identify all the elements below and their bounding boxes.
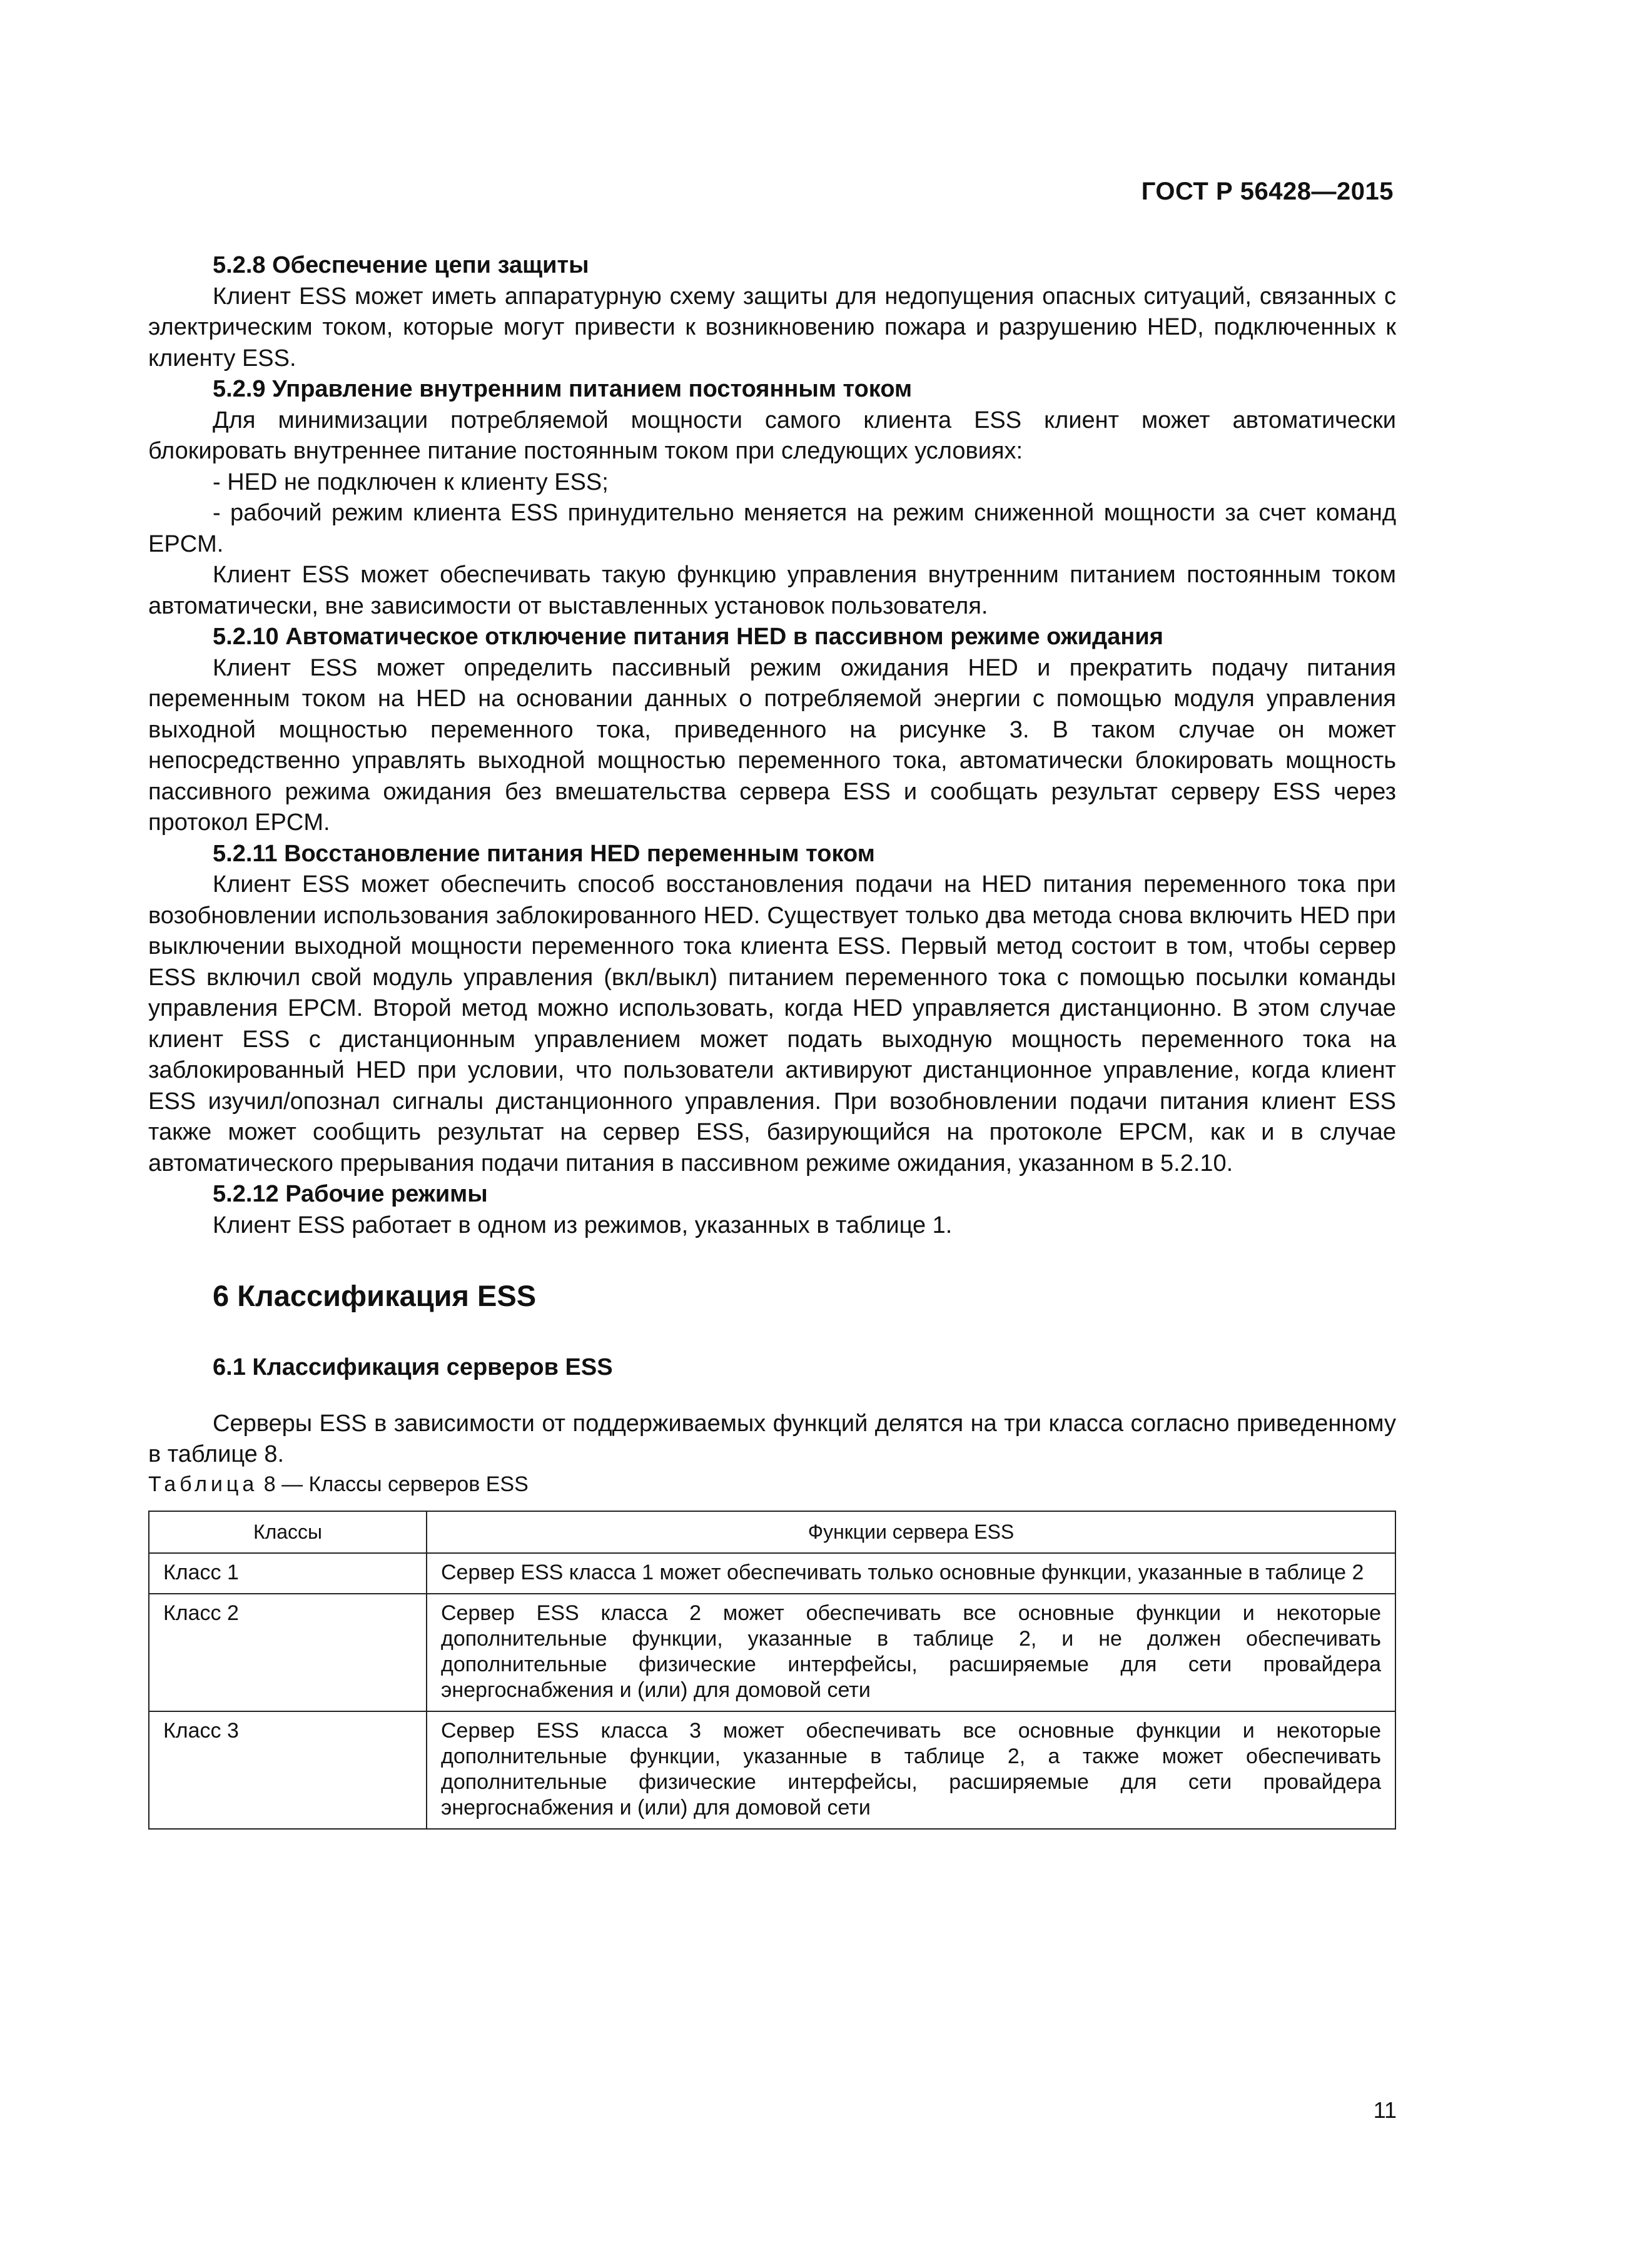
table-header-classes: Классы [149, 1511, 427, 1553]
section-5-2-9-paragraph-2: Клиент ESS может обеспечивать такую функцию управления внутренним питанием постоянным током автоматически, вне зависимости от выставленных установок пользователя. [148, 562, 1396, 619]
section-5-2-8-paragraph: Клиент ESS может иметь аппаратурную схему защиты для недопущения опасных ситуаций, связанных с электрическим током, которые могут привести к возникновению пожара и разрушению HED, подключенных к клиенту ESS. [148, 283, 1396, 372]
section-6-title: 6 Классификация ESS [213, 1279, 537, 1312]
table-cell-functions: Сервер ESS класса 1 может обеспечивать только основные функции, указанные в таблице 2 [427, 1553, 1395, 1594]
page-number: 11 [1373, 2097, 1397, 2123]
section-5-2-12-title: 5.2.12 Рабочие режимы [213, 1181, 488, 1207]
section-5-2-8-title: 5.2.8 Обеспечение цепи защиты [213, 252, 589, 278]
table-row [149, 1594, 1395, 1711]
server-classes-table [148, 1511, 1396, 1830]
section-5-2-9-title: 5.2.9 Управление внутренним питанием постоянным током [213, 376, 913, 402]
table-header-row [149, 1511, 1395, 1553]
table-header-functions: Функции сервера ESS [427, 1511, 1395, 1553]
table-cell-class: Класс 3 [149, 1711, 427, 1829]
table-caption-word: Таблица [148, 1472, 258, 1496]
table-cell-class: Класс 1 [149, 1553, 427, 1594]
standard-header: ГОСТ Р 56428—2015 [1141, 178, 1394, 205]
table-caption [148, 1471, 1396, 1498]
section-5-2-11-title: 5.2.11 Восстановление питания HED переменным током [213, 840, 875, 867]
table-cell-functions: Сервер ESS класса 2 может обеспечивать все основные функции и некоторые дополнительные функции, указанные в таблице 2, и не должен обеспечивать дополнительные физические интерфейсы, расширяемые для сети провайдера энергоснабжения и (или) для домовой сети [427, 1594, 1395, 1711]
section-5-2-10-title: 5.2.10 Автоматическое отключение питания HED в пассивном режиме ожидания [213, 624, 1163, 650]
section-6-1-paragraph: Серверы ESS в зависимости от поддерживаемых функций делятся на три класса согласно приведенному в таблице 8. [148, 1410, 1396, 1467]
section-5-2-12-paragraph: Клиент ESS работает в одном из режимов, указанных в таблице 1. [213, 1212, 953, 1238]
section-5-2-10-paragraph: Клиент ESS может определить пассивный режим ожидания HED и прекратить подачу питания переменным током на HED на основании данных о потребляемой энергии с помощью модуля управления выходной мощностью переменного тока, приведенного на рисунке 3. В таком случае он может непосредственно управлять выходной мощностью переменного тока, автоматически блокировать мощность пассивного режима ожидания без вмешательства сервера ESS и сообщать результат серверу ESS через протокол EPCM. [148, 654, 1396, 836]
list-item: - рабочий режим клиента ESS принудительно меняется на режим сниженной мощности за счет команд EPCM. [148, 500, 1396, 557]
table-row [149, 1553, 1395, 1594]
list-item: - HED не подключен к клиенту ESS; [213, 468, 609, 495]
table-cell-class: Класс 2 [149, 1594, 427, 1711]
table-cell-functions: Сервер ESS класса 3 может обеспечивать все основные функции и некоторые дополнительные функции, указанные в таблице 2, а также может обеспечивать дополнительные физические интерфейсы, расширяемые для сети провайдера энергоснабжения и (или) для домовой сети [427, 1711, 1395, 1829]
table-row [149, 1711, 1395, 1829]
table-caption-text: 8 — Классы серверов ESS [258, 1472, 529, 1496]
section-5-2-9-paragraph: Для минимизации потребляемой мощности самого клиента ESS клиент может автоматически блокировать внутреннее питание постоянным током при следующих условиях: [148, 407, 1396, 464]
document-body [148, 250, 1396, 1830]
section-5-2-11-paragraph: Клиент ESS может обеспечить способ восстановления подачи на HED питания переменного тока при возобновлении использования заблокированного HED. Существует только два метода снова включить HED при выключении выходной мощности переменного тока клиента ESS. Первый метод состоит в том, чтобы сервер ESS включил свой модуль управления (вкл/выкл) питанием переменного тока с помощью посылки команды управления EPCM. Второй метод можно использовать, когда HED управляется дистанционно. В этом случае клиент ESS с дистанционным управлением может подать выходную мощность переменного тока на заблокированный HED при условии, что пользователи активируют дистанционное управление, когда клиент ESS изучил/опознал сигналы дистанционного управления. При возобновлении подачи питания клиент ESS также может сообщить результат на сервер ESS, базирующийся на протоколе EPCM, как и в случае автоматического прерывания подачи питания в пассивном режиме ожидания, указанном в 5.2.10. [148, 871, 1396, 1177]
section-6-1-title: 6.1 Классификация серверов ESS [213, 1354, 613, 1380]
